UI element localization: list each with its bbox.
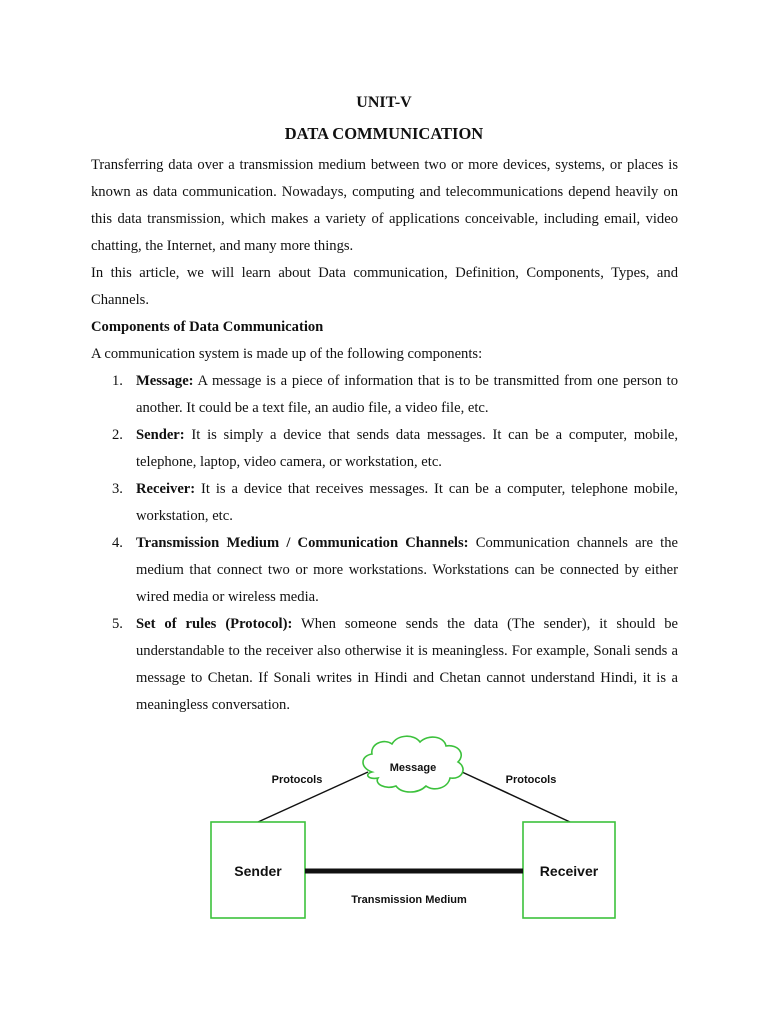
list-term: Receiver: <box>136 481 196 497</box>
unit-title: UNIT-V <box>356 94 412 111</box>
list-number: 2. <box>112 427 123 443</box>
message-label: Message <box>389 762 437 774</box>
list-term: Set of rules (Protocol): <box>136 616 293 632</box>
protocols-right-label: Protocols <box>505 774 557 786</box>
sender-label: Sender <box>234 863 282 879</box>
communication-diagram <box>200 732 630 932</box>
list-item <box>91 368 678 422</box>
list-text: It is a device that receives messages. It can be a computer, telephone mobile, workstation, etc. <box>136 481 678 524</box>
diagram-svg <box>200 732 630 932</box>
list-number: 4. <box>112 535 123 551</box>
medium-label: Transmission Medium <box>351 894 467 906</box>
body-text <box>91 152 678 719</box>
list-text: A message is a piece of information that is to be transmitted from one person to another. It could be a text file, an audio file, a video file, etc. <box>136 373 678 416</box>
list-term: Message: <box>136 373 194 389</box>
page-title: DATA COMMUNICATION <box>284 124 484 143</box>
list-term: Transmission Medium / Communication Channels: <box>136 535 469 551</box>
list-text: Communication channels are the medium that connect two or more workstations. Workstations can be connected by either wired media or wireless media. <box>136 535 678 605</box>
list-text: When someone sends the data (The sender), it should be understandable to the receiver also otherwise it is meaningless. For example, Sonali sends a message to Chetan. If Sonali writes in Hindi and Chetan cannot understand Hindi, it is a meaningless conversation. <box>136 616 678 713</box>
list-item <box>91 422 678 476</box>
list-number: 3. <box>112 481 123 497</box>
receiver-label: Receiver <box>539 863 599 879</box>
components-intro: A communication system is made up of the following components: <box>91 346 483 362</box>
list-term: Sender: <box>136 427 185 443</box>
components-heading: Components of Data Communication <box>91 319 324 335</box>
list-number: 5. <box>112 616 123 632</box>
list-number: 1. <box>112 373 123 389</box>
list-item <box>91 611 678 719</box>
list-item <box>91 530 678 611</box>
intro-paragraph: Transferring data over a transmission medium between two or more devices, systems, or places is known as data communication. Nowadays, computing and telecommunications depend heavily on this data transmission, which makes a variety of applications conceivable, including email, video chatting, the Internet, and many more things. <box>91 157 678 254</box>
article-paragraph: In this article, we will learn about Data communication, Definition, Components, Types, and Channels. <box>91 265 678 308</box>
list-text: It is simply a device that sends data messages. It can be a computer, mobile, telephone, laptop, video camera, or workstation, etc. <box>136 427 678 470</box>
list-item <box>91 476 678 530</box>
protocols-left-label: Protocols <box>271 774 323 786</box>
components-list <box>91 368 678 719</box>
